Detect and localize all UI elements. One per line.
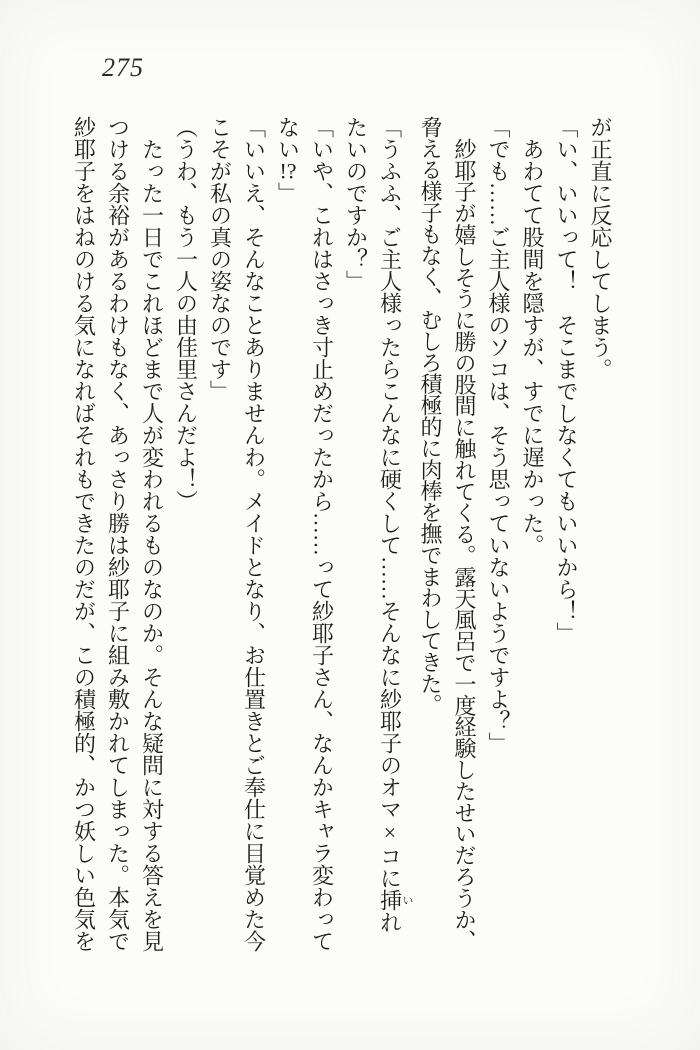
page-number: 275: [102, 53, 144, 82]
paragraph-narration: 紗耶子が嬉しそうに勝の股間に触れてくる。露天風呂で一度経験したせいだろうか、脅える様子もなく、むしろ積極的に肉棒を撫でまわしてきた。: [418, 116, 477, 952]
paragraph-continuation: が正直に反応してしまう。: [588, 116, 613, 380]
paragraph-dialogue: 「い、いいって！ そこまでしなくてもいいから！」: [554, 116, 579, 644]
dialogue-text: 「いや、これはさっき寸止めだったから……って紗耶子さん、なんかキャラ変わってない: [275, 116, 335, 952]
paragraph-narration: あわてて股間を隠すが、すでに遅かった。: [520, 138, 545, 556]
tate-chu-yoko: !?: [279, 160, 297, 182]
furigana: い: [401, 889, 413, 911]
ruby-word: [377, 889, 413, 911]
dialogue-text: 」: [275, 182, 301, 204]
paragraph-thought: （うわ、もう一人の由佳里さんだよ！）: [173, 116, 199, 512]
ruby-base: 挿: [377, 889, 403, 911]
paragraph-dialogue: [271, 116, 339, 952]
dialogue-text: れたいのですか？」: [343, 116, 403, 933]
dialogue-text: 「うふふ、ご主人様ったらこんなに硬くして……そんなに紗耶子のオマ×コに: [377, 116, 403, 889]
paragraph-dialogue: 「いいえ、そんなことありませんわ。メイドとなり、お仕置きとご奉仕に目覚めた今こそが私の真の姿なのです」: [207, 116, 267, 952]
paragraph-dialogue: 「でも……ご主人様のソコは、そう思っていないようですよ？」: [486, 116, 511, 754]
paragraph-dialogue: [339, 116, 414, 952]
paragraph-narration: たった一日でこれほどまで人が変われるものなのか。そんな疑問に対する答えを見つける余裕があるわけもなく、あっさり勝は紗耶子に組み敷かれてしまった。本気で紗耶子をはねのける気になればそれもできたのだが、この積極的、かつ妖しい色気を: [71, 116, 165, 952]
text-block: [67, 116, 618, 952]
